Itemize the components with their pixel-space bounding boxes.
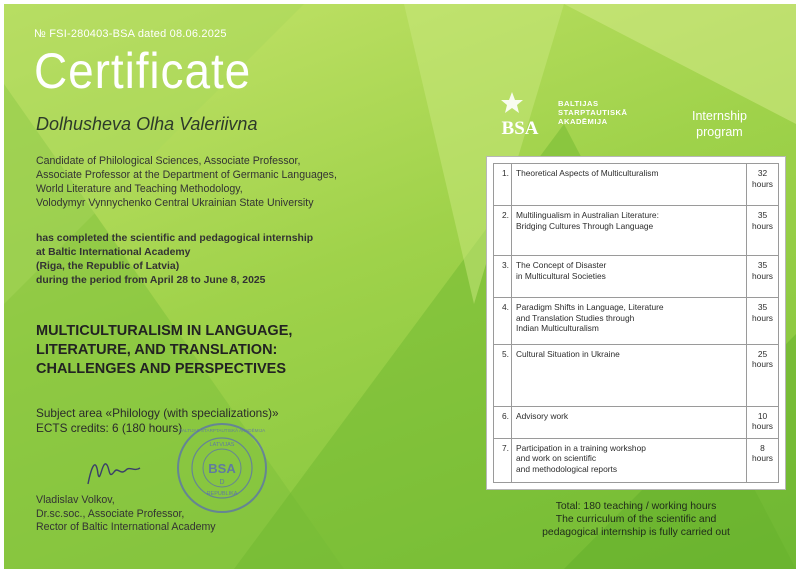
signatory-position: Rector of Baltic International Academy: [36, 521, 216, 533]
topic-line: MULTICULTURALISM IN LANGUAGE,: [36, 323, 293, 339]
program-heading-line: program: [696, 125, 743, 139]
row-hours: 10 hours: [747, 406, 779, 438]
subject-line: Subject area «Philology (with specializations)»: [36, 406, 279, 420]
row-number: 5.: [494, 344, 512, 406]
row-title: Theoretical Aspects of Multiculturalism: [512, 164, 747, 206]
rector-signature: [84, 454, 144, 488]
signatory-block: [36, 494, 216, 535]
topic-line: CHALLENGES AND PERSPECTIVES: [36, 361, 287, 377]
certificate-number: № FSI-280403-BSA dated 08.06.2025: [34, 28, 227, 40]
row-title: Participation in a training workshop and work on scientific and methodological reports: [512, 438, 747, 482]
credentials-line: Associate Professor at the Department of Germanic Languages,: [36, 169, 337, 181]
row-number: 6.: [494, 406, 512, 438]
row-number: 7.: [494, 438, 512, 482]
row-hours: 35 hours: [747, 298, 779, 344]
stamp-upper: LATVIJAS: [209, 442, 235, 448]
program-heading: [692, 108, 747, 140]
row-hours: 32 hours: [747, 164, 779, 206]
table-row: [494, 298, 779, 344]
program-total: [486, 500, 786, 539]
row-number: 4.: [494, 298, 512, 344]
internship-statement: [36, 232, 313, 288]
credentials-line: Candidate of Philological Sciences, Associate Professor,: [36, 155, 301, 167]
stamp-center: BSA: [208, 461, 236, 476]
internship-line: during the period from April 28 to June 8, 2025: [36, 275, 266, 286]
logo-line: AKADĒMIJA: [558, 117, 608, 126]
recipient-credentials: [36, 154, 416, 210]
total-hours: Total: 180 teaching / working hours: [555, 501, 717, 512]
total-note: The curriculum of the scientific and: [555, 514, 717, 525]
table-row: [494, 344, 779, 406]
table-row: [494, 164, 779, 206]
row-title: Cultural Situation in Ukraine: [512, 344, 747, 406]
total-note: pedagogical internship is fully carried out: [542, 527, 730, 538]
internship-line: at Baltic International Academy: [36, 247, 191, 258]
credentials-line: Volodymyr Vynnychenko Central Ukrainian State University: [36, 197, 314, 209]
table-row: [494, 206, 779, 256]
signatory-name: Vladislav Volkov,: [36, 494, 115, 506]
internship-line: (Riga, the Republic of Latvia): [36, 261, 180, 272]
row-hours: 35 hours: [747, 206, 779, 256]
topic-line: LITERATURE, AND TRANSLATION:: [36, 342, 278, 358]
credentials-line: World Literature and Teaching Methodology,: [36, 183, 243, 195]
certificate-title: Certificate: [34, 43, 252, 99]
certificate: [4, 4, 796, 569]
internship-topic: [36, 322, 292, 379]
table-row: [494, 256, 779, 298]
row-number: 3.: [494, 256, 512, 298]
program-table: [486, 156, 786, 490]
row-hours: 8 hours: [747, 438, 779, 482]
ects-credits: ECTS credits: 6 (180 hours): [36, 421, 183, 435]
row-title: Paradigm Shifts in Language, Literature and Translation Studies through Indian Multiculturalism: [512, 298, 747, 344]
logo-monogram: BSA: [501, 118, 539, 139]
stamp-lower: REPUBLIKA: [206, 491, 238, 497]
logo-line: BALTIJAS: [558, 99, 599, 108]
row-hours: 35 hours: [747, 256, 779, 298]
row-title: Advisory work: [512, 406, 747, 438]
internship-line: has completed the scientific and pedagogical internship: [36, 233, 314, 244]
row-title: The Concept of Disaster in Multicultural Societies: [512, 256, 747, 298]
stamp-letter: D: [219, 479, 225, 486]
row-hours: 25 hours: [747, 344, 779, 406]
program-heading-line: Internship: [692, 109, 747, 123]
table-row: [494, 406, 779, 438]
recipient-name: Dolhusheva Olha Valeriivna: [36, 114, 258, 134]
row-title: Multilingualism in Australian Literature: Bridging Cultures Through Language: [512, 206, 747, 256]
logo-line: STARPTAUTISKĀ: [558, 108, 628, 117]
logo-wordmark: [558, 99, 628, 126]
row-number: 2.: [494, 206, 512, 256]
signatory-degree: Dr.sc.soc., Associate Professor,: [36, 507, 185, 520]
stamp-ring-text: BALTIJAS STARPTAUTISKĀ AKADĒMIJA: [178, 428, 266, 433]
table-row: [494, 438, 779, 482]
row-number: 1.: [494, 164, 512, 206]
